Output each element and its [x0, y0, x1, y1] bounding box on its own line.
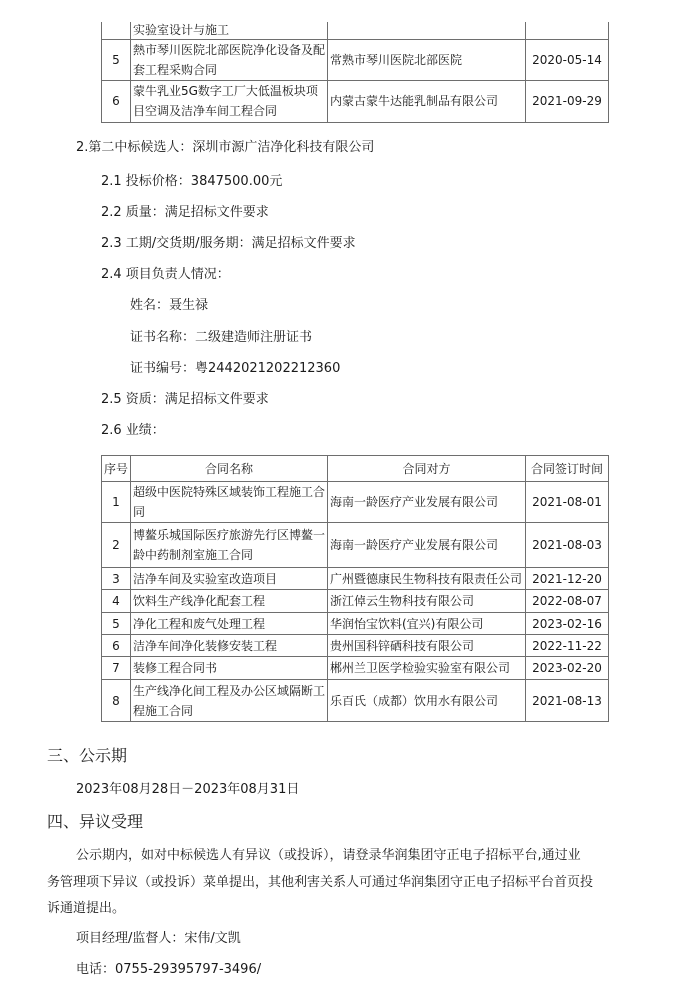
header-contract-name: 合同名称 — [131, 456, 328, 482]
cell-counterparty — [328, 22, 526, 39]
cell-counterparty: 浙江倬云生物科技有限公司 — [328, 590, 526, 613]
cell-contract-name: 洁净车间及实验室改造项目 — [131, 568, 328, 590]
table-row — [102, 635, 609, 657]
cell-no: 5 — [102, 613, 131, 635]
cell-no: 6 — [102, 635, 131, 657]
candidate2-performance-heading: 2.6 业绩： — [101, 423, 165, 438]
cell-contract-name: 超级中医院特殊区域装饰工程施工合同 — [131, 482, 328, 523]
candidate2-qualification: 2.5 资质：满足招标文件要求 — [101, 392, 269, 407]
cell-counterparty: 海南一龄医疗产业发展有限公司 — [328, 523, 526, 568]
cell-date: 2021-09-29 — [526, 80, 609, 122]
candidate2-heading: 2.第二中标候选人：深圳市源广洁净化科技有限公司 — [76, 140, 375, 155]
table-row — [102, 590, 609, 613]
table-header-row — [102, 456, 609, 482]
cell-counterparty: 常熟市琴川医院北部医院 — [328, 39, 526, 80]
cell-contract-name: 蒙牛乳业5G数字工厂大低温板块项目空调及洁净车间工程合同 — [131, 80, 328, 122]
cell-contract-name: 净化工程和废气处理工程 — [131, 613, 328, 635]
contact-phone: 电话：0755-29395797-3496/ — [76, 962, 262, 977]
cell-date: 2020-05-14 — [526, 39, 609, 80]
cell-no: 1 — [102, 482, 131, 523]
cell-counterparty: 海南一龄医疗产业发展有限公司 — [328, 482, 526, 523]
cell-date: 2021-08-13 — [526, 680, 609, 722]
publicity-period: 2023年08月28日－2023年08月31日 — [76, 782, 300, 797]
candidate2-price: 2.1 投标价格：3847500.00元 — [101, 174, 283, 189]
cell-no: 8 — [102, 680, 131, 722]
objection-paragraph-line1: 公示期内，如对中标候选人有异议（或投诉），请登录华润集团守正电子招标平台,通过业 — [76, 848, 581, 863]
cell-counterparty: 华润怡宝饮料(宜兴)有限公司 — [328, 613, 526, 635]
header-sign-date: 合同签订时间 — [526, 456, 609, 482]
cell-counterparty: 郴州兰卫医学检验实验室有限公司 — [328, 657, 526, 680]
cell-no: 7 — [102, 657, 131, 680]
cell-counterparty: 贵州国科锌硒科技有限公司 — [328, 635, 526, 657]
table-row — [102, 680, 609, 722]
cell-date: 2021-08-01 — [526, 482, 609, 523]
header-counterparty: 合同对方 — [328, 456, 526, 482]
objection-paragraph-line2: 务管理项下异议（或投诉）菜单提出，其他利害关系人可通过华润集团守正电子招标平台首页投 — [47, 875, 594, 890]
cell-no: 5 — [102, 39, 131, 80]
section3-heading: 三、公示期 — [47, 746, 128, 765]
certificate-name: 证书名称：二级建造师注册证书 — [130, 330, 313, 345]
section4-heading: 四、异议受理 — [47, 812, 144, 831]
cell-no — [102, 22, 131, 39]
manager-name: 姓名：聂生禄 — [130, 298, 209, 313]
cell-counterparty: 内蒙古蒙牛达能乳制品有限公司 — [328, 80, 526, 122]
table-row — [102, 39, 609, 80]
cell-no: 4 — [102, 590, 131, 613]
cell-date: 2021-08-03 — [526, 523, 609, 568]
cell-date: 2022-11-22 — [526, 635, 609, 657]
cell-counterparty: 广州暨德康民生物科技有限责任公司 — [328, 568, 526, 590]
table-row — [102, 613, 609, 635]
performance-table-candidate2 — [101, 455, 609, 722]
cell-contract-name: 洁净车间净化装修安装工程 — [131, 635, 328, 657]
candidate2-quality: 2.2 质量：满足招标文件要求 — [101, 205, 269, 220]
cell-date: 2021-12-20 — [526, 568, 609, 590]
objection-paragraph-line3: 诉通道提出。 — [47, 901, 126, 916]
table-row — [102, 523, 609, 568]
table-row — [102, 22, 609, 39]
candidate2-manager-heading: 2.4 项目负责人情况： — [101, 267, 230, 282]
certificate-number: 证书编号：粤2442021202212360 — [130, 361, 341, 376]
table-row — [102, 482, 609, 523]
project-manager-supervisor: 项目经理/监督人：宋伟/文凯 — [76, 931, 241, 946]
candidate2-period: 2.3 工期/交货期/服务期：满足招标文件要求 — [101, 236, 356, 251]
cell-date: 2023-02-20 — [526, 657, 609, 680]
cell-no: 6 — [102, 80, 131, 122]
table-row — [102, 568, 609, 590]
cell-contract-name: 饮料生产线净化配套工程 — [131, 590, 328, 613]
cell-contract-name: 装修工程合同书 — [131, 657, 328, 680]
table-row — [102, 657, 609, 680]
cell-counterparty: 乐百氏（成都）饮用水有限公司 — [328, 680, 526, 722]
cell-no: 2 — [102, 523, 131, 568]
cell-date: 2022-08-07 — [526, 590, 609, 613]
cell-no: 3 — [102, 568, 131, 590]
cell-contract-name: 实验室设计与施工 — [131, 22, 328, 39]
cell-date: 2023-02-16 — [526, 613, 609, 635]
cell-contract-name: 生产线净化间工程及办公区域隔断工程施工合同 — [131, 680, 328, 722]
header-no: 序号 — [102, 456, 131, 482]
cell-contract-name: 博鳌乐城国际医疗旅游先行区博鳌一龄中药制剂室施工合同 — [131, 523, 328, 568]
cell-date — [526, 22, 609, 39]
table-row — [102, 80, 609, 122]
cell-contract-name: 熱市琴川医院北部医院净化设备及配套工程采购合同 — [131, 39, 328, 80]
performance-table-candidate1-continued — [101, 22, 609, 123]
